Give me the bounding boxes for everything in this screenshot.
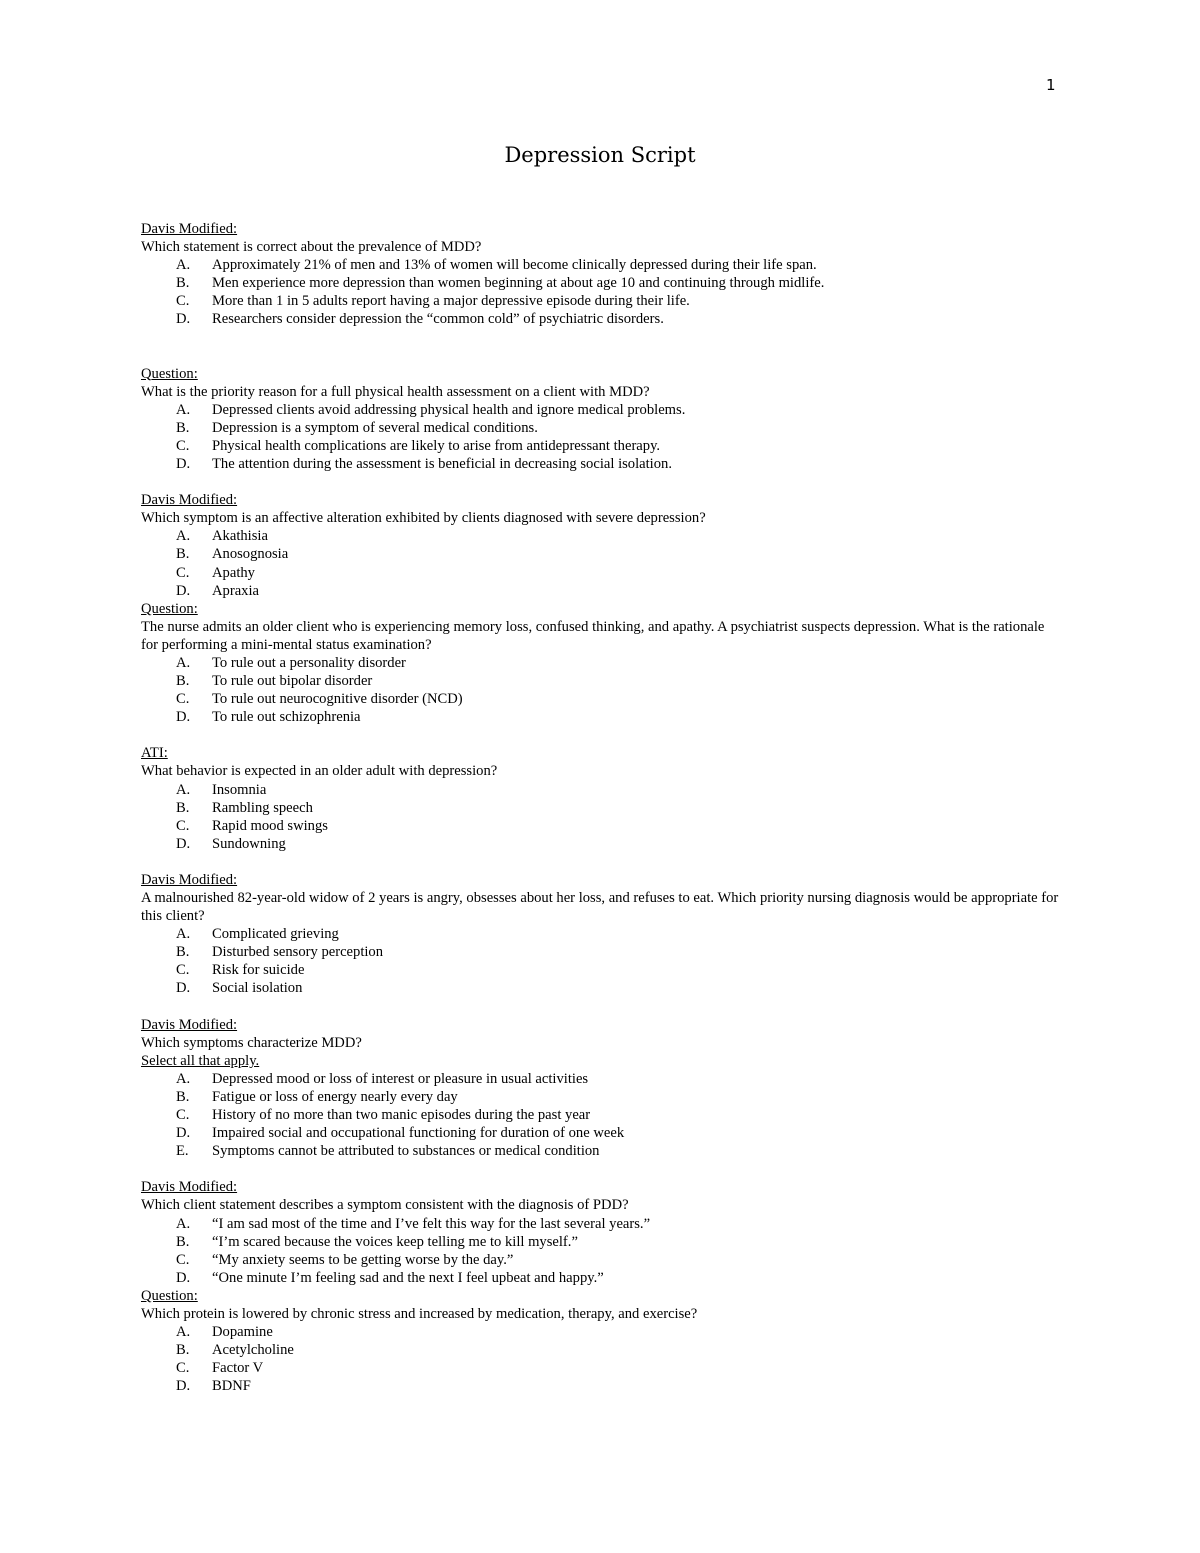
- answer-option: [141, 1359, 1061, 1377]
- option-letter: A.: [176, 1215, 191, 1232]
- answer-option: [141, 979, 1061, 997]
- option-text: “I’m scared because the voices keep telling me to kill myself.”: [212, 1233, 578, 1250]
- option-text: Complicated grieving: [212, 926, 339, 943]
- option-letter: B.: [176, 546, 190, 563]
- answer-option: [141, 401, 1061, 419]
- option-letter: A.: [176, 528, 191, 545]
- question-source-heading: Davis Modified:: [141, 871, 238, 888]
- question-source-heading: Davis Modified:: [141, 1016, 238, 1033]
- select-all-instruction: Select all that apply.: [141, 1052, 260, 1069]
- option-text: Depressed clients avoid addressing physical health and ignore medical problems.: [212, 401, 686, 418]
- answer-option: [141, 835, 1061, 853]
- option-text: History of no more than two manic episodes during the past year: [212, 1107, 591, 1124]
- answer-option: [141, 455, 1061, 473]
- option-letter: C.: [176, 293, 190, 310]
- option-letter: C.: [176, 437, 190, 454]
- answer-option: [141, 1233, 1061, 1251]
- option-letter: D.: [176, 980, 191, 997]
- answer-option: [141, 817, 1061, 835]
- answer-options: [141, 527, 1061, 599]
- question-text: Which statement is correct about the prevalence of MDD?: [141, 239, 482, 256]
- option-letter: C.: [176, 1251, 190, 1268]
- option-text: Social isolation: [212, 980, 303, 997]
- option-letter: B.: [176, 275, 190, 292]
- question-text: Which protein is lowered by chronic stress and increased by medication, therapy, and exercise?: [141, 1305, 698, 1322]
- answer-option: [141, 781, 1061, 799]
- answer-options: [141, 654, 1061, 726]
- answer-option: [141, 256, 1061, 274]
- question-text: Which symptoms characterize MDD?: [141, 1034, 362, 1051]
- answer-option: [141, 799, 1061, 817]
- option-letter: B.: [176, 1342, 190, 1359]
- answer-option: [141, 1215, 1061, 1233]
- option-text: To rule out bipolar disorder: [212, 673, 373, 690]
- option-text: Men experience more depression than women beginning at about age 10 and continuing through midlife.: [212, 275, 825, 292]
- option-text: Apraxia: [212, 582, 260, 599]
- answer-option: [141, 582, 1061, 600]
- option-text: Anosognosia: [212, 546, 289, 563]
- answer-option: [141, 1323, 1061, 1341]
- option-text: To rule out neurocognitive disorder (NCD): [212, 691, 463, 708]
- question-text: Which symptom is an affective alteration exhibited by clients diagnosed with severe depression?: [141, 510, 706, 527]
- option-text: Researchers consider depression the “common cold” of psychiatric disorders.: [212, 311, 664, 328]
- option-text: Physical health complications are likely to arise from antidepressant therapy.: [212, 437, 661, 454]
- question-block: [141, 600, 1061, 727]
- option-letter: E.: [176, 1143, 189, 1160]
- answer-option: [141, 1269, 1061, 1287]
- answer-option: [141, 1142, 1061, 1160]
- option-letter: D.: [176, 1269, 191, 1286]
- option-text: Rapid mood swings: [212, 817, 328, 834]
- question-block: [141, 1178, 1061, 1287]
- question-source-heading: Davis Modified:: [141, 221, 238, 237]
- option-text: Depression is a symptom of several medical conditions.: [212, 419, 538, 436]
- option-text: “My anxiety seems to be getting worse by the day.”: [212, 1251, 514, 1268]
- option-text: Acetylcholine: [212, 1342, 294, 1359]
- answer-option: [141, 943, 1061, 961]
- document-title: Depression Script: [504, 143, 696, 167]
- answer-options: [141, 401, 1061, 473]
- question-text: What is the priority reason for a full physical health assessment on a client with MDD?: [141, 383, 650, 400]
- question-block: [141, 220, 1061, 329]
- question-source-heading: Question:: [141, 1287, 198, 1304]
- answer-option: [141, 672, 1061, 690]
- answer-option: [141, 274, 1061, 292]
- option-letter: B.: [176, 673, 190, 690]
- option-letter: D.: [176, 582, 191, 599]
- option-text: BDNF: [212, 1378, 251, 1395]
- answer-option: [141, 1377, 1061, 1395]
- option-letter: A.: [176, 654, 191, 671]
- answer-option: [141, 708, 1061, 726]
- answer-options: [141, 1215, 1061, 1287]
- option-letter: D.: [176, 835, 191, 852]
- question-block: [141, 1016, 1061, 1161]
- option-text: Disturbed sensory perception: [212, 944, 384, 961]
- option-letter: D.: [176, 456, 191, 473]
- option-text: Impaired social and occupational functioning for duration of one week: [212, 1125, 625, 1142]
- question-source-heading: ATI:: [141, 745, 168, 762]
- page-number: 1: [1046, 76, 1056, 94]
- answer-option: [141, 419, 1061, 437]
- document-body: [141, 220, 1061, 1395]
- option-text: “One minute I’m feeling sad and the next I feel upbeat and happy.”: [212, 1269, 604, 1286]
- option-letter: C.: [176, 564, 190, 581]
- question-source-heading: Davis Modified:: [141, 492, 238, 509]
- option-text: Akathisia: [212, 528, 268, 545]
- option-text: Approximately 21% of men and 13% of women will become clinically depressed during their life span.: [212, 257, 817, 274]
- answer-option: [141, 564, 1061, 582]
- option-letter: D.: [176, 1125, 191, 1142]
- answer-option: [141, 925, 1061, 943]
- option-text: To rule out schizophrenia: [212, 709, 361, 726]
- option-letter: B.: [176, 944, 190, 961]
- answer-option: [141, 1088, 1061, 1106]
- answer-option: [141, 1341, 1061, 1359]
- answer-option: [141, 310, 1061, 328]
- option-letter: C.: [176, 1107, 190, 1124]
- option-text: Symptoms cannot be attributed to substances or medical condition: [212, 1143, 600, 1160]
- question-block: [141, 871, 1061, 998]
- option-letter: A.: [176, 926, 191, 943]
- option-letter: D.: [176, 709, 191, 726]
- question-text: Which client statement describes a symptom consistent with the diagnosis of PDD?: [141, 1197, 629, 1214]
- option-text: The attention during the assessment is beneficial in decreasing social isolation.: [212, 456, 672, 473]
- answer-options: [141, 256, 1061, 328]
- option-letter: B.: [176, 1233, 190, 1250]
- option-letter: C.: [176, 691, 190, 708]
- answer-option: [141, 1251, 1061, 1269]
- option-letter: C.: [176, 817, 190, 834]
- answer-option: [141, 961, 1061, 979]
- answer-option: [141, 1106, 1061, 1124]
- answer-option: [141, 437, 1061, 455]
- question-text: The nurse admits an older client who is experiencing memory loss, confused thinking, and apathy. A psychiatrist suspects depression. What is the rationale for performing a mini-mental status examination?: [141, 618, 1045, 653]
- option-letter: C.: [176, 962, 190, 979]
- option-letter: A.: [176, 1324, 191, 1341]
- option-letter: D.: [176, 311, 191, 328]
- option-text: Insomnia: [212, 781, 267, 798]
- answer-option: [141, 545, 1061, 563]
- option-text: “I am sad most of the time and I’ve felt this way for the last several years.”: [212, 1215, 651, 1232]
- option-letter: B.: [176, 799, 190, 816]
- answer-option: [141, 527, 1061, 545]
- option-letter: A.: [176, 401, 191, 418]
- answer-option: [141, 654, 1061, 672]
- question-source-heading: Question:: [141, 600, 198, 617]
- option-text: Risk for suicide: [212, 962, 305, 979]
- option-letter: D.: [176, 1378, 191, 1395]
- answer-options: [141, 781, 1061, 853]
- option-letter: A.: [176, 1070, 191, 1087]
- question-block: [141, 491, 1061, 600]
- option-text: Sundowning: [212, 835, 286, 852]
- option-text: More than 1 in 5 adults report having a major depressive episode during their life.: [212, 293, 690, 310]
- question-text: What behavior is expected in an older adult with depression?: [141, 763, 498, 780]
- question-block: [141, 365, 1061, 474]
- option-text: Depressed mood or loss of interest or pleasure in usual activities: [212, 1070, 589, 1087]
- answer-option: [141, 690, 1061, 708]
- option-text: Apathy: [212, 564, 255, 581]
- question-block: [141, 744, 1061, 853]
- option-letter: A.: [176, 781, 191, 798]
- question-source-heading: Question:: [141, 365, 198, 382]
- answer-option: [141, 292, 1061, 310]
- answer-options: [141, 925, 1061, 997]
- question-source-heading: Davis Modified:: [141, 1179, 238, 1196]
- question-text: A malnourished 82-year-old widow of 2 years is angry, obsesses about her loss, and refuses to eat. Which priority nursing diagnosis would be appropriate for this client?: [141, 890, 1059, 925]
- option-letter: B.: [176, 419, 190, 436]
- answer-option: [141, 1070, 1061, 1088]
- option-letter: A.: [176, 257, 191, 274]
- option-text: Dopamine: [212, 1324, 273, 1341]
- question-block: [141, 1287, 1061, 1396]
- option-text: Fatigue or loss of energy nearly every day: [212, 1088, 458, 1105]
- option-text: Rambling speech: [212, 799, 313, 816]
- option-letter: B.: [176, 1088, 190, 1105]
- answer-options: [141, 1323, 1061, 1395]
- option-text: Factor V: [212, 1360, 264, 1377]
- answer-option: [141, 1124, 1061, 1142]
- option-letter: C.: [176, 1360, 190, 1377]
- answer-options: [141, 1070, 1061, 1160]
- option-text: To rule out a personality disorder: [212, 654, 406, 671]
